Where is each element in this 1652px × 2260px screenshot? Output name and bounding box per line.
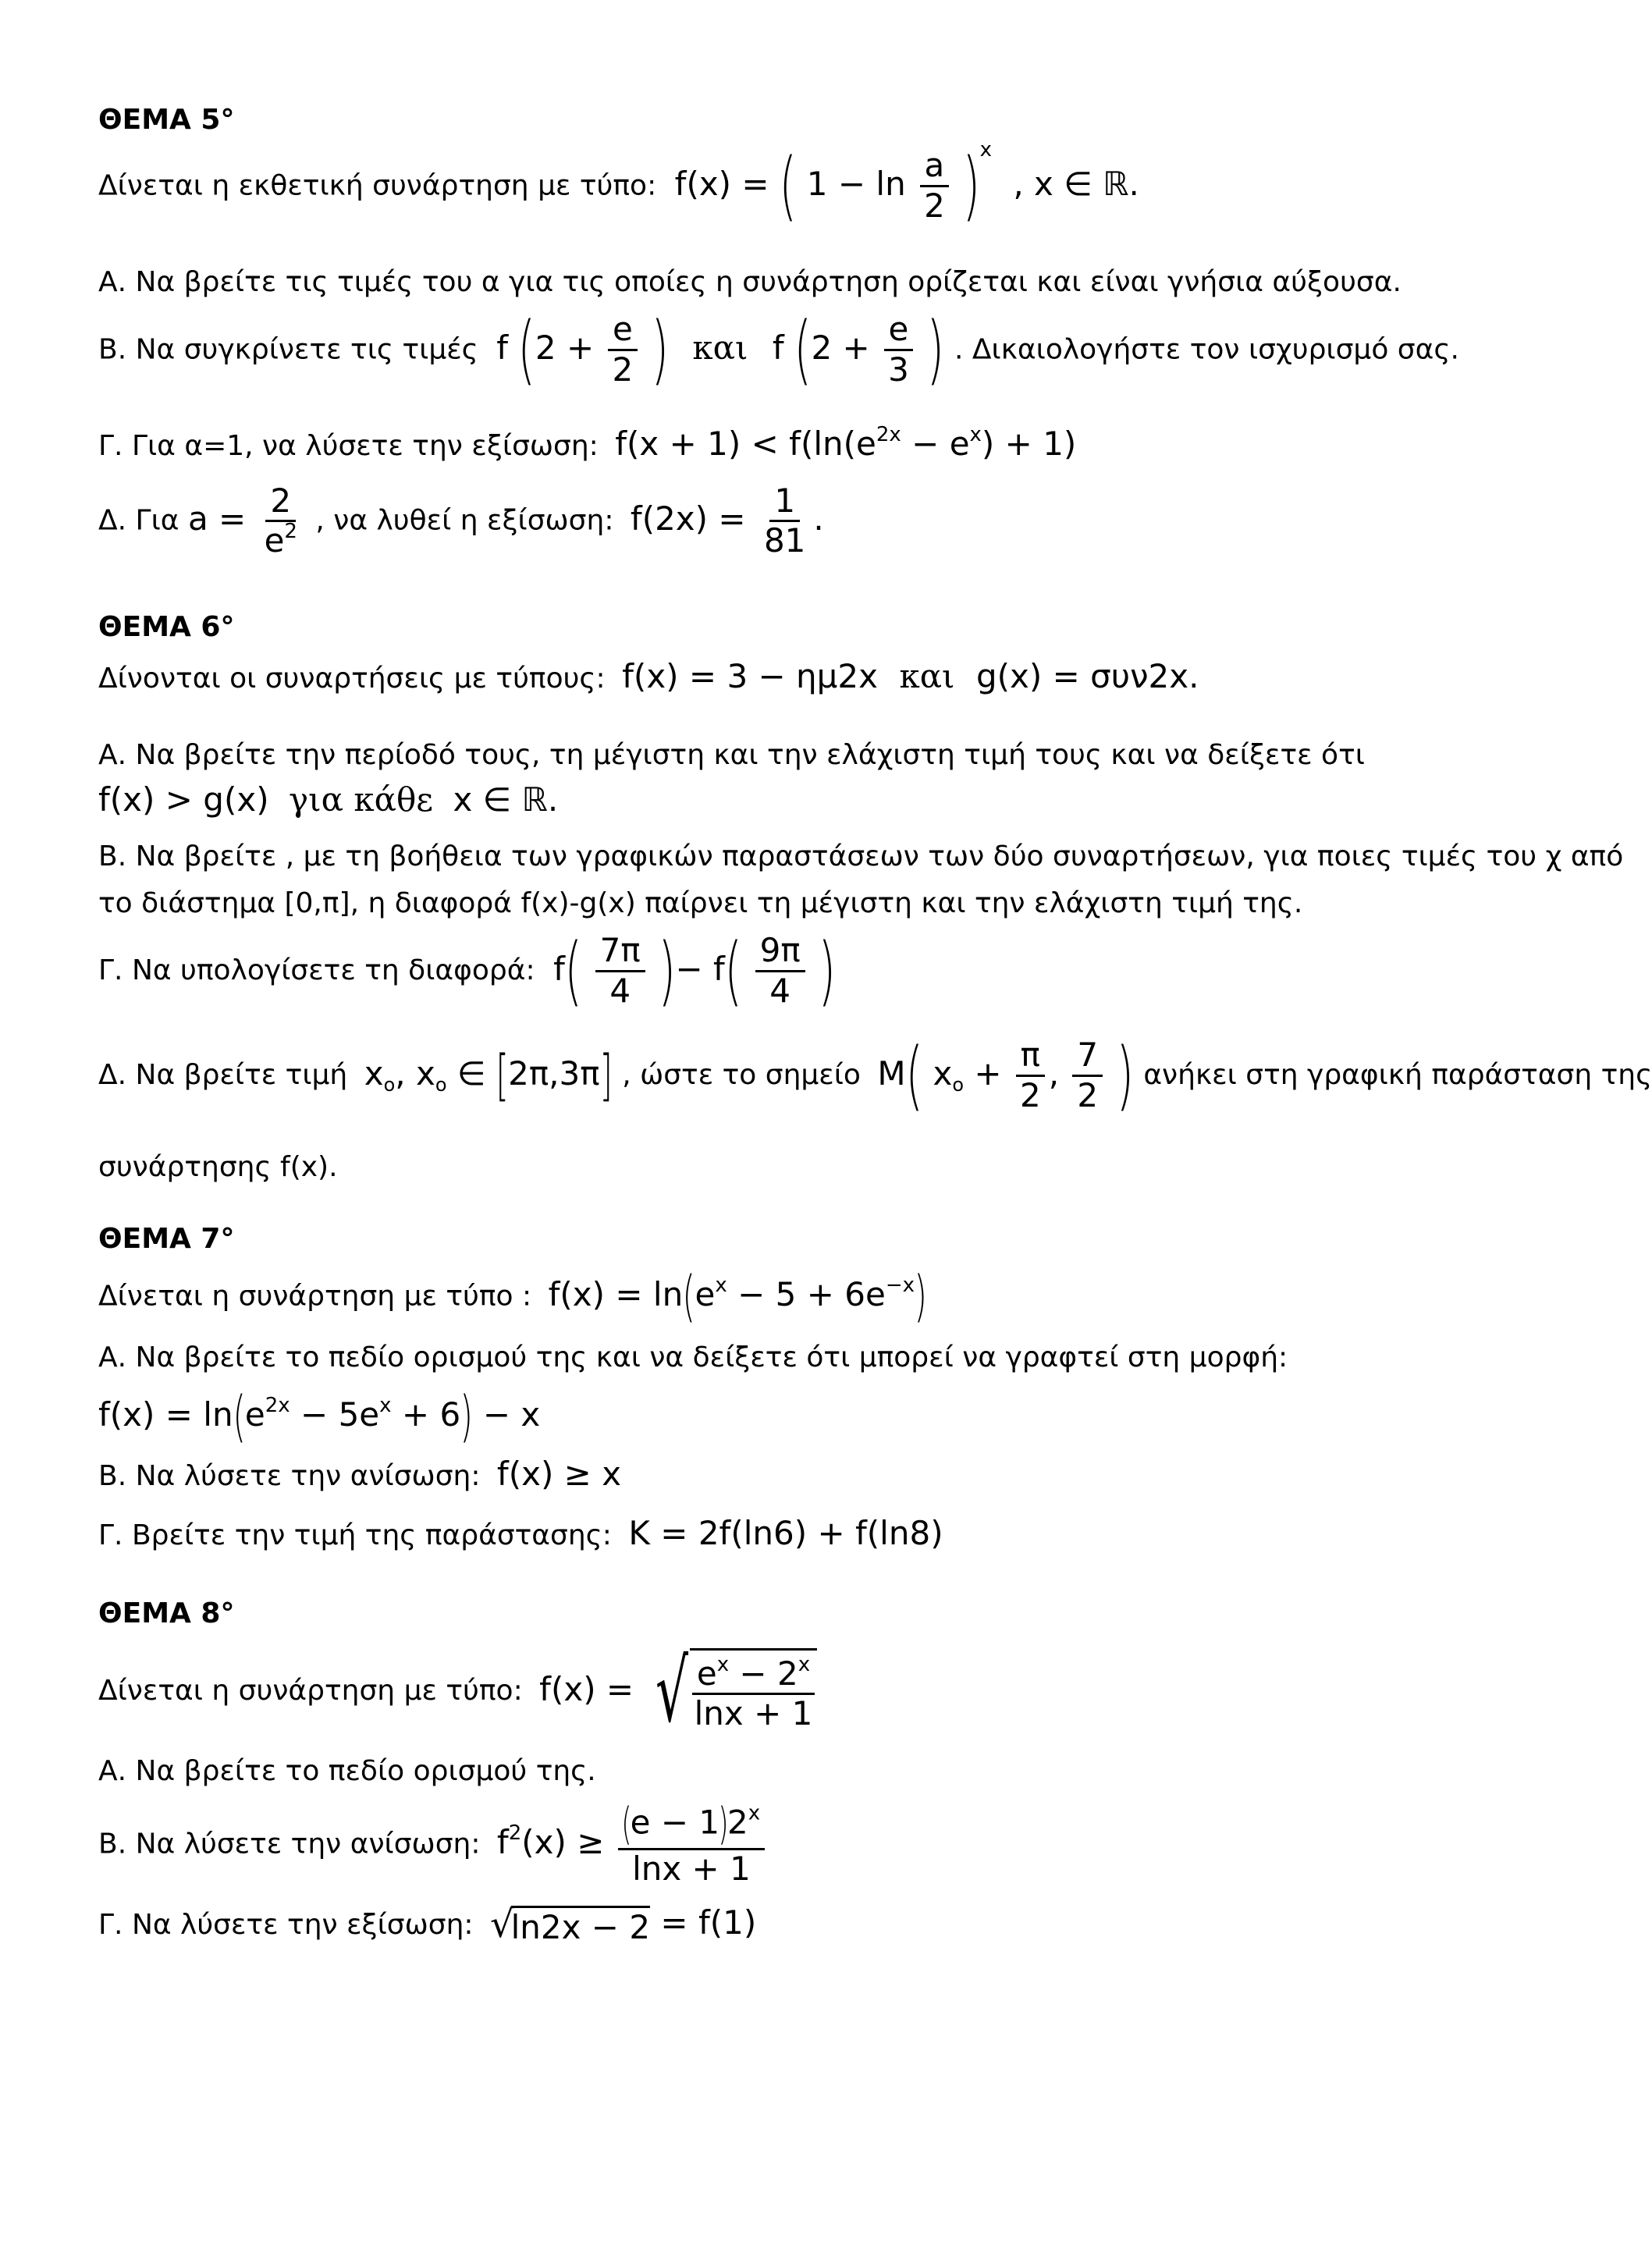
theme6-D-comma2: , [1048,1054,1060,1093]
theme7-A-exp-2x: 2x [265,1393,290,1417]
theme5-G-exp2: x [969,423,982,446]
theme8-G-pre: Γ. Να λύσετε την εξίσωση: [98,1909,474,1941]
theme7-B-pre: Β. Να λύσετε την ανίσωση: [98,1460,481,1492]
theme7-intro: Δίνεται η συνάρτηση με τύπο : [98,1280,532,1313]
theme6-G-formula: f( $\frac{7\pi}{4}$ )− f( $\frac{9\pi}{4}$ ) [553,927,836,1015]
theme6-D-sub0a: o [383,1073,396,1096]
theme6-f-formula: f(x) = 3 − ημ2x [622,657,878,695]
theme5-B-two-plus-2: 2 + [811,328,870,367]
theme6-G-minus-f: − f [675,949,725,988]
theme5-G-b: − e [901,425,970,463]
theme6-D-M: M [877,1054,906,1093]
theme7-G-pre: Γ. Βρείτε την τιμή της παράστασης: [98,1519,612,1551]
theme5-G-a: f(x + 1) < f(ln(e [615,425,876,463]
theme5-D-eq [630,481,824,560]
theme5-D-rden: 81 [763,521,806,560]
theme8-den: lnx + 1 [694,1694,813,1732]
theme6-D-x0a: x [364,1054,384,1093]
theme6-D-formula: $x_o$, $x_o$ ∈ [2π,3π] [364,1043,613,1107]
theme6-kai: και [899,657,955,695]
theme5-formula: f(x) = ( 1 − ln $\frac{a}{2}$ )$^x$ , x ∈ ℝ. [674,137,1139,229]
theme8-B-lhs-a: f [496,1823,509,1862]
theme8-num-b: − 2 [729,1654,798,1693]
theme6-g-formula: g(x) = συν2x. [975,657,1199,695]
theme7-A: Α. Να βρείτε το πεδίο ορισμού της και να δείξετε ότι μπορεί να γραφτεί στη μορφή: [98,1341,1288,1373]
theme8-B-num-b: 2 [727,1803,748,1842]
theme8-formula [539,1641,817,1741]
theme6-D-two-b: 2 [1077,1075,1099,1114]
theme5-A: Α. Να βρείτε τις τιμές του α για τις οποίες η συνάρτηση ορίζεται και είναι γνήσια αύξουσα. [98,266,1402,298]
theme5-D-den-exp: 2 [284,520,297,544]
theme5-B-f2: f [772,328,784,367]
theme5-intro: Δίνεται η εκθετική συνάρτηση με τύπο: [98,169,657,202]
theme8-title: ΘΕΜΑ 8° [98,1597,235,1629]
theme7-B-line [98,1455,622,1493]
theme5-G-pre: Γ. Για α=1, να λύσετε την εξίσωση: [98,430,599,462]
theme6-D-line2: συνάρτησης f(x). [98,1151,338,1183]
theme6-A-domain: x ∈ ℝ. [453,780,559,819]
theme5-D-end: . [813,499,824,538]
theme5-frac-num: a [920,148,950,187]
theme7-A-fb: e [244,1395,265,1434]
theme6-D-post: ανήκει στη γραφική παράσταση της [1143,1059,1652,1091]
theme5-B-formula: f (2 + $\frac{e}{2}$ ) και f (2 + $\frac{e}{3}$ ) [496,306,945,393]
theme5-B-den2: 3 [888,350,909,389]
theme8-G-rhs: = f(1) [660,1903,757,1942]
theme5-formula-lhs: f(x) = [674,164,769,203]
theme7-A-fa: f(x) = ln [98,1395,233,1434]
theme5-domain: , x ∈ ℝ. [1013,164,1139,203]
theme7-exp-neg-x: −x [885,1273,915,1297]
theme5-D-lhs: f(2x) = [630,499,746,538]
theme8-B-lhs-b: (x) ≥ [521,1823,605,1862]
theme7-title: ΘΕΜΑ 7° [98,1223,235,1255]
theme7-B-formula: f(x) ≥ x [496,1455,622,1493]
theme5-frac-den: 2 [924,186,945,225]
theme5-D-a-eq: a = [187,499,247,538]
theme6-intro-line [98,657,1199,695]
theme5-D-num: 2 [265,484,296,522]
theme6-D-sub0c: o [952,1073,965,1096]
theme8-lhs: f(x) = [539,1669,634,1708]
theme6-intro: Δίνονται οι συναρτήσεις με τύπους: [98,663,606,695]
theme6-D-pi: π [1016,1038,1045,1076]
theme8-B-pre: Β. Να λύσετε την ανίσωση: [98,1828,481,1860]
theme5-G-c: ) + 1) [981,425,1077,463]
theme5-D-line [98,481,824,560]
theme5-B-line [98,306,1459,393]
theme7-A-fe: − x [472,1395,541,1434]
theme7-G-formula: K = 2f(ln6) + f(ln8) [628,1514,943,1552]
theme6-D-in: ∈ [457,1054,486,1093]
theme6-B-line2: το διάστημα [0,π], η διαφορά f(x)-g(x) παίρνει τη μέγιστη και την ελάχιστη τιμή της. [98,887,1303,919]
theme7-A-fd: + 6 [391,1395,461,1434]
theme8-B-den: lnx + 1 [632,1850,751,1888]
theme5-title: ΘΕΜΑ 5° [98,104,235,136]
theme5-D-pre: Δ. Για [98,504,179,537]
theme6-D-seven: 7 [1072,1038,1103,1076]
theme6-G-line [98,927,836,1015]
theme6-D-point: M( $x_o$ + $\frac{\pi}{2}$ , $\frac{7}{2}$ ) [877,1032,1134,1119]
theme8-num-exp1: x [716,1652,730,1676]
theme6-D-mid: , ώστε το σημείο [622,1059,861,1091]
theme5-B-post: . Δικαιολογήστε τον ισχυρισμό σας. [954,333,1459,366]
theme5-exp: x [979,137,992,162]
theme6-A-formula: f(x) > g(x) [98,780,269,819]
theme5-B-e2: e [884,312,914,350]
theme8-B-num-a: e − 1 [630,1803,720,1842]
theme6-D-plus: + [974,1054,1002,1093]
theme6-G-den1: 4 [609,971,631,1010]
theme7-A-exp-x: x [379,1393,392,1417]
theme6-A-line2 [98,780,559,819]
theme5-D-rnum: 1 [769,484,800,522]
theme5-B-kai: και [692,328,748,367]
theme5-G-line [98,423,1077,463]
theme6-D-sub0b: o [435,1073,447,1096]
theme8-G-sqrt: ln2x − 2 [511,1906,650,1944]
theme5-formula-ln: 1 − ln [806,164,906,203]
theme6-A-line1: Α. Να βρείτε την περίοδό τους, τη μέγιστη και την ελάχιστη τιμή τους και να δείξετε ότι [98,739,1365,771]
theme7-A-fc: − 5e [290,1395,380,1434]
theme8-G-formula: √ ln2x − 2 = f(1) [489,1903,757,1946]
theme6-G-den2: 4 [769,971,791,1010]
theme6-D-x0c: x [933,1054,953,1093]
theme7-exp-x: x [715,1273,727,1297]
theme6-G-num1: 7π [595,933,645,972]
theme6-D-comma: , [395,1054,406,1093]
theme8-B-num-exp: x [748,1801,761,1825]
theme5-D-den-base: e [264,521,285,560]
theme7-A-formula: $f(x) = \ln(e^{2x} - 5e^x + 6) - x$ [98,1384,541,1448]
theme6-D-pre: Δ. Να βρείτε τιμή [98,1059,348,1091]
theme8-sqrt: √ $\frac{e^x - 2^x}{\ln x + 1}$ [645,1648,818,1734]
theme6-title: ΘΕΜΑ 6° [98,611,235,643]
theme7-intro-line [98,1264,927,1328]
theme5-fraction [919,146,950,225]
theme8-intro: Δίνεται η συνάρτηση με τύπο: [98,1675,523,1707]
theme8-intro-line [98,1641,817,1741]
theme8-num-exp2: x [798,1652,811,1676]
theme8-num-a: e [696,1654,717,1693]
theme6-D-interval: 2π,3π [508,1054,600,1093]
theme5-intro-line [98,137,1139,229]
theme8-B-lhs-exp: 2 [508,1821,522,1846]
theme6-A-text: για κάθε [289,780,433,819]
theme7-formula-c: − 5 + 6e [727,1274,886,1313]
theme5-D-a [187,481,315,560]
theme5-B-e1: e [608,312,638,350]
theme7-A-formula-line [98,1384,541,1448]
theme5-B-two-plus-1: 2 + [535,328,595,367]
theme6-D-x0b: x [415,1054,435,1093]
theme5-G-exp1: 2x [876,423,901,446]
theme6-B-line1: Β. Να βρείτε , με τη βοήθεια των γραφικών παραστάσεων των δύο συναρτήσεων, για ποιες τιμές του χ από [98,840,1624,872]
theme7-formula-a: f(x) = ln [548,1274,684,1313]
theme8-G-line [98,1903,757,1946]
theme8-A: Α. Να βρείτε το πεδίο ορισμού της. [98,1755,596,1787]
theme6-G-num2: 9π [755,933,805,972]
theme5-B-pre: Β. Να συγκρίνετε τις τιμές [98,333,478,366]
theme6-D-two-a: 2 [1019,1075,1041,1114]
theme6-D-line [98,1032,1652,1119]
theme7-formula: $f(x) = \ln(e^x - 5 + 6e^{-x})$ [548,1264,927,1328]
theme8-B-line [98,1799,768,1888]
theme6-G-pre: Γ. Να υπολογίσετε τη διαφορά: [98,954,535,986]
theme8-B-formula: $f^2(x)$ ≥ $\frac{(e - 1)2^x}{\ln x + 1}$ [497,1823,768,1861]
theme7-formula-b: e [695,1274,716,1313]
theme5-D-mid: , να λυθεί η εξίσωση: [315,504,614,537]
theme6-G-f: f [553,949,565,988]
theme5-B-den1: 2 [612,350,634,389]
theme7-G-line [98,1514,943,1552]
theme5-B-f1: f [496,328,509,367]
theme5-G-formula [615,425,1076,463]
